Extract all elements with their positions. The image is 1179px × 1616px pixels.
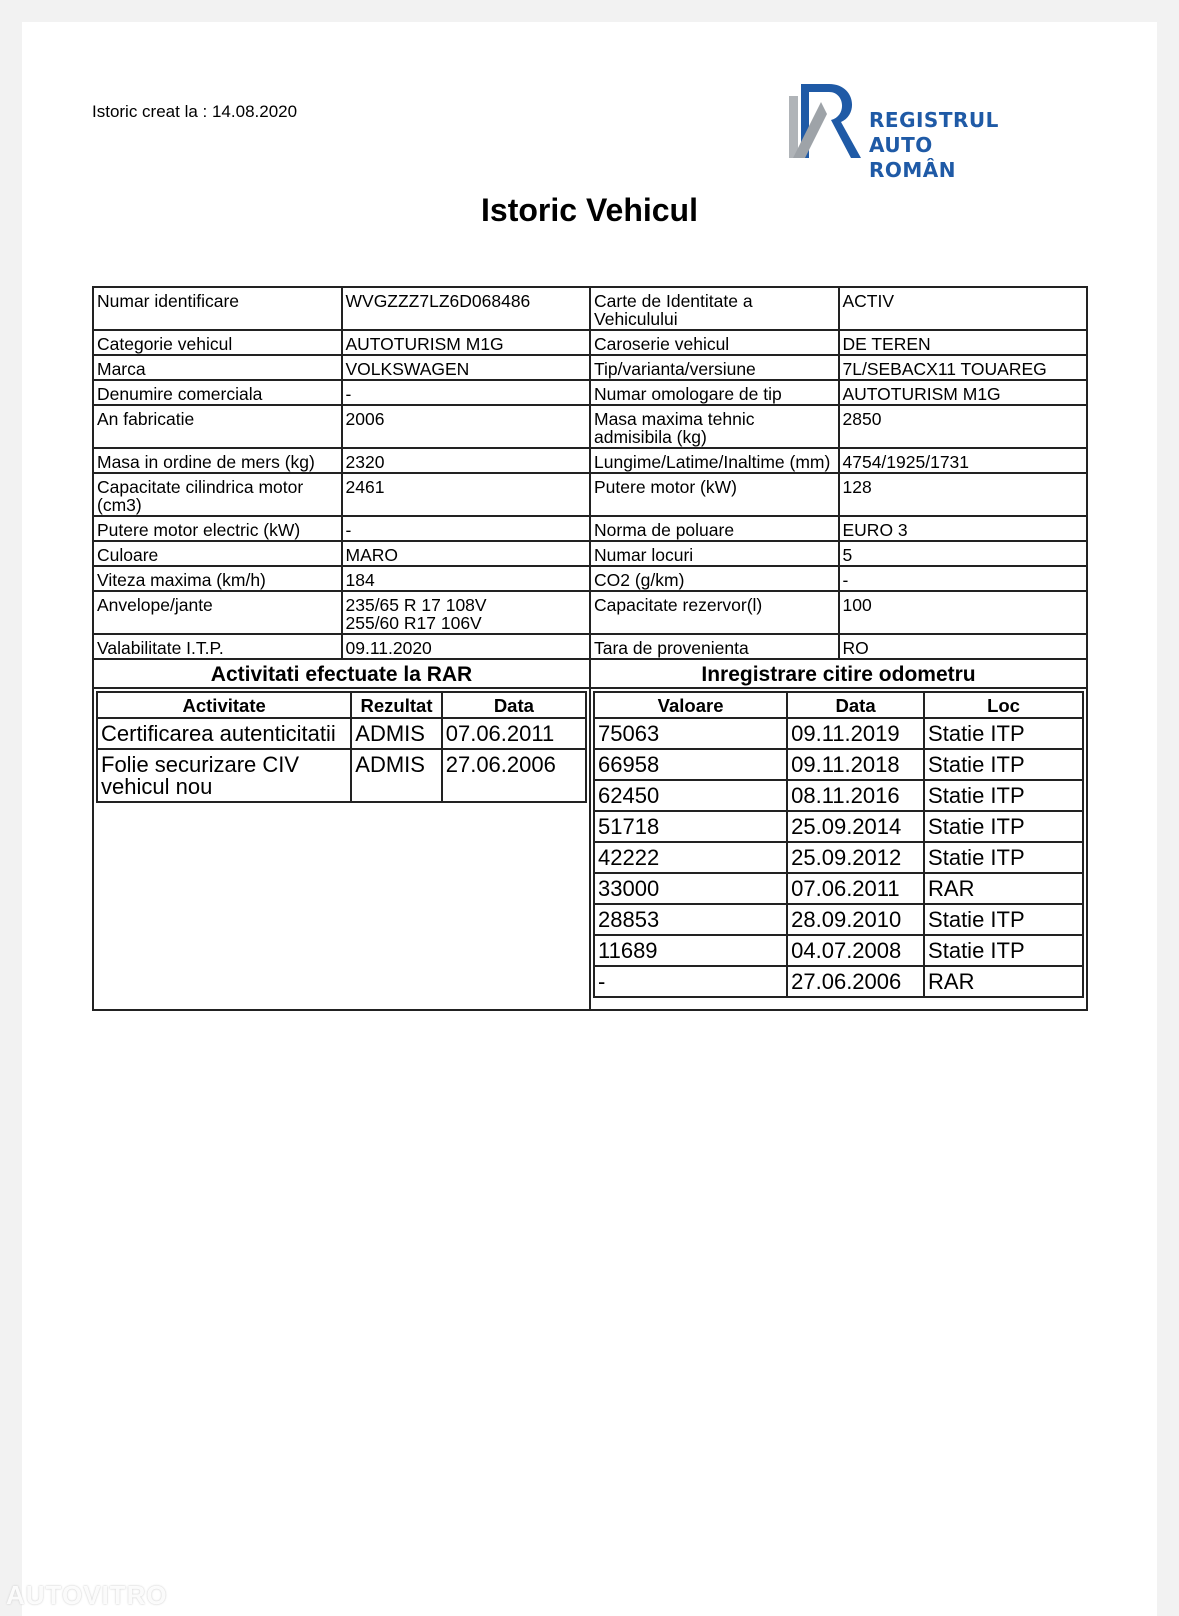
rar-logo bbox=[787, 74, 1027, 182]
activity-name: Folie securizare CIV vehicul nou bbox=[97, 749, 351, 802]
odometer-date: 04.07.2008 bbox=[787, 935, 924, 966]
vehicle-value bbox=[342, 591, 591, 634]
odometer-value: 66958 bbox=[594, 749, 787, 780]
activities-header-result: Rezultat bbox=[351, 692, 441, 718]
vehicle-value: DE TEREN bbox=[839, 330, 1088, 355]
odometer-table bbox=[593, 691, 1084, 998]
odometer-row bbox=[594, 811, 1083, 842]
odometer-row bbox=[594, 749, 1083, 780]
vehicle-value: 128 bbox=[839, 473, 1088, 516]
odometer-value: - bbox=[594, 966, 787, 997]
vehicle-value-line: 255/60 R17 106V bbox=[345, 613, 482, 633]
odometer-place: Statie ITP bbox=[924, 780, 1083, 811]
vehicle-label: Capacitate rezervor(l) bbox=[590, 591, 839, 634]
vehicle-label: Tara de provenienta bbox=[590, 634, 839, 659]
vehicle-info-row bbox=[93, 541, 1087, 566]
vehicle-info-row bbox=[93, 473, 1087, 516]
odometer-date: 09.11.2019 bbox=[787, 718, 924, 749]
activities-table bbox=[96, 691, 587, 803]
odometer-row bbox=[594, 842, 1083, 873]
vehicle-label: Caroserie vehicul bbox=[590, 330, 839, 355]
vehicle-info-row bbox=[93, 355, 1087, 380]
vehicle-value: MARO bbox=[342, 541, 591, 566]
vehicle-value: 2006 bbox=[342, 405, 591, 448]
vehicle-label: Capacitate cilindrica motor (cm3) bbox=[93, 473, 342, 516]
vehicle-info-row bbox=[93, 380, 1087, 405]
activity-name: Certificarea autenticitatii bbox=[97, 718, 351, 749]
vehicle-value: 09.11.2020 bbox=[342, 634, 591, 659]
vehicle-label: Putere motor (kW) bbox=[590, 473, 839, 516]
vehicle-value: WVGZZZ7LZ6D068486 bbox=[342, 287, 591, 330]
odometer-place: Statie ITP bbox=[924, 935, 1083, 966]
odometer-value: 33000 bbox=[594, 873, 787, 904]
vehicle-info-row bbox=[93, 591, 1087, 634]
odometer-value: 11689 bbox=[594, 935, 787, 966]
vehicle-value: 184 bbox=[342, 566, 591, 591]
vehicle-info-table bbox=[92, 286, 1088, 1011]
vehicle-label: Tip/varianta/versiune bbox=[590, 355, 839, 380]
vehicle-label: Culoare bbox=[93, 541, 342, 566]
vehicle-info-row bbox=[93, 634, 1087, 659]
vehicle-value: 2320 bbox=[342, 448, 591, 473]
vehicle-value: VOLKSWAGEN bbox=[342, 355, 591, 380]
vehicle-label: Categorie vehicul bbox=[93, 330, 342, 355]
vehicle-label: Valabilitate I.T.P. bbox=[93, 634, 342, 659]
odometer-row bbox=[594, 966, 1083, 997]
odometer-header-date: Data bbox=[787, 692, 924, 718]
vehicle-value: AUTOTURISM M1G bbox=[342, 330, 591, 355]
vehicle-label: CO2 (g/km) bbox=[590, 566, 839, 591]
rar-logo-icon bbox=[787, 74, 877, 164]
odometer-date: 25.09.2014 bbox=[787, 811, 924, 842]
activities-cell bbox=[93, 688, 590, 1010]
vehicle-label: Numar identificare bbox=[93, 287, 342, 330]
odometer-row bbox=[594, 718, 1083, 749]
odometer-value: 75063 bbox=[594, 718, 787, 749]
odometer-value: 28853 bbox=[594, 904, 787, 935]
vehicle-value: 5 bbox=[839, 541, 1088, 566]
vehicle-info-row bbox=[93, 287, 1087, 330]
vehicle-value: 2850 bbox=[839, 405, 1088, 448]
vehicle-label: Denumire comerciala bbox=[93, 380, 342, 405]
activities-title: Activitati efectuate la RAR bbox=[93, 659, 590, 688]
vehicle-value: 2461 bbox=[342, 473, 591, 516]
odometer-place: Statie ITP bbox=[924, 718, 1083, 749]
odometer-date: 09.11.2018 bbox=[787, 749, 924, 780]
vehicle-label: Masa maxima tehnic admisibila (kg) bbox=[590, 405, 839, 448]
vehicle-info-row bbox=[93, 330, 1087, 355]
vehicle-value: - bbox=[342, 380, 591, 405]
odometer-place: RAR bbox=[924, 873, 1083, 904]
odometer-place: Statie ITP bbox=[924, 811, 1083, 842]
logo-line-1: REGISTRUL bbox=[869, 108, 999, 132]
vehicle-value: 4754/1925/1731 bbox=[839, 448, 1088, 473]
vehicle-label: Numar locuri bbox=[590, 541, 839, 566]
odometer-row bbox=[594, 935, 1083, 966]
vehicle-info-row bbox=[93, 566, 1087, 591]
odometer-value: 51718 bbox=[594, 811, 787, 842]
odometer-place: Statie ITP bbox=[924, 749, 1083, 780]
vehicle-label: Anvelope/jante bbox=[93, 591, 342, 634]
activities-row bbox=[97, 749, 586, 802]
activities-header-date: Data bbox=[442, 692, 586, 718]
vehicle-value: EURO 3 bbox=[839, 516, 1088, 541]
activities-header-activity: Activitate bbox=[97, 692, 351, 718]
vehicle-info-row bbox=[93, 405, 1087, 448]
logo-text bbox=[869, 108, 1027, 183]
odometer-date: 28.09.2010 bbox=[787, 904, 924, 935]
vehicle-info-row bbox=[93, 448, 1087, 473]
vehicle-value: - bbox=[342, 516, 591, 541]
vehicle-label: Lungime/Latime/Inaltime (mm) bbox=[590, 448, 839, 473]
odometer-date: 08.11.2016 bbox=[787, 780, 924, 811]
vehicle-value: 7L/SEBACX11 TOUAREG bbox=[839, 355, 1088, 380]
vehicle-label: Putere motor electric (kW) bbox=[93, 516, 342, 541]
odometer-header-place: Loc bbox=[924, 692, 1083, 718]
activity-date: 07.06.2011 bbox=[442, 718, 586, 749]
odometer-cell bbox=[590, 688, 1087, 1010]
activities-row bbox=[97, 718, 586, 749]
activity-result: ADMIS bbox=[351, 718, 441, 749]
odometer-value: 62450 bbox=[594, 780, 787, 811]
vehicle-label: An fabricatie bbox=[93, 405, 342, 448]
odometer-row bbox=[594, 904, 1083, 935]
odometer-row bbox=[594, 780, 1083, 811]
document-page bbox=[22, 22, 1157, 1616]
watermark: AUTOVITRO bbox=[6, 1580, 168, 1610]
odometer-date: 27.06.2006 bbox=[787, 966, 924, 997]
page-title: Istoric Vehicul bbox=[481, 192, 698, 228]
activity-date: 27.06.2006 bbox=[442, 749, 586, 802]
vehicle-label: Norma de poluare bbox=[590, 516, 839, 541]
created-date: Istoric creat la : 14.08.2020 bbox=[92, 102, 298, 121]
odometer-place: Statie ITP bbox=[924, 842, 1083, 873]
vehicle-value: AUTOTURISM M1G bbox=[839, 380, 1088, 405]
logo-line-2: AUTO ROMÂN bbox=[869, 133, 957, 182]
vehicle-value-line: 235/65 R 17 108V bbox=[345, 595, 487, 615]
vehicle-value: - bbox=[839, 566, 1088, 591]
vehicle-label: Viteza maxima (km/h) bbox=[93, 566, 342, 591]
vehicle-label: Marca bbox=[93, 355, 342, 380]
vehicle-value: ACTIV bbox=[839, 287, 1088, 330]
vehicle-label: Numar omologare de tip bbox=[590, 380, 839, 405]
odometer-header-value: Valoare bbox=[594, 692, 787, 718]
vehicle-value: 100 bbox=[839, 591, 1088, 634]
vehicle-label: Carte de Identitate a Vehiculului bbox=[590, 287, 839, 330]
vehicle-value: RO bbox=[839, 634, 1088, 659]
vehicle-label: Masa in ordine de mers (kg) bbox=[93, 448, 342, 473]
vehicle-info-row bbox=[93, 516, 1087, 541]
odometer-title: Inregistrare citire odometru bbox=[590, 659, 1087, 688]
odometer-date: 07.06.2011 bbox=[787, 873, 924, 904]
activity-result: ADMIS bbox=[351, 749, 441, 802]
odometer-row bbox=[594, 873, 1083, 904]
odometer-place: RAR bbox=[924, 966, 1083, 997]
odometer-place: Statie ITP bbox=[924, 904, 1083, 935]
odometer-value: 42222 bbox=[594, 842, 787, 873]
odometer-date: 25.09.2012 bbox=[787, 842, 924, 873]
